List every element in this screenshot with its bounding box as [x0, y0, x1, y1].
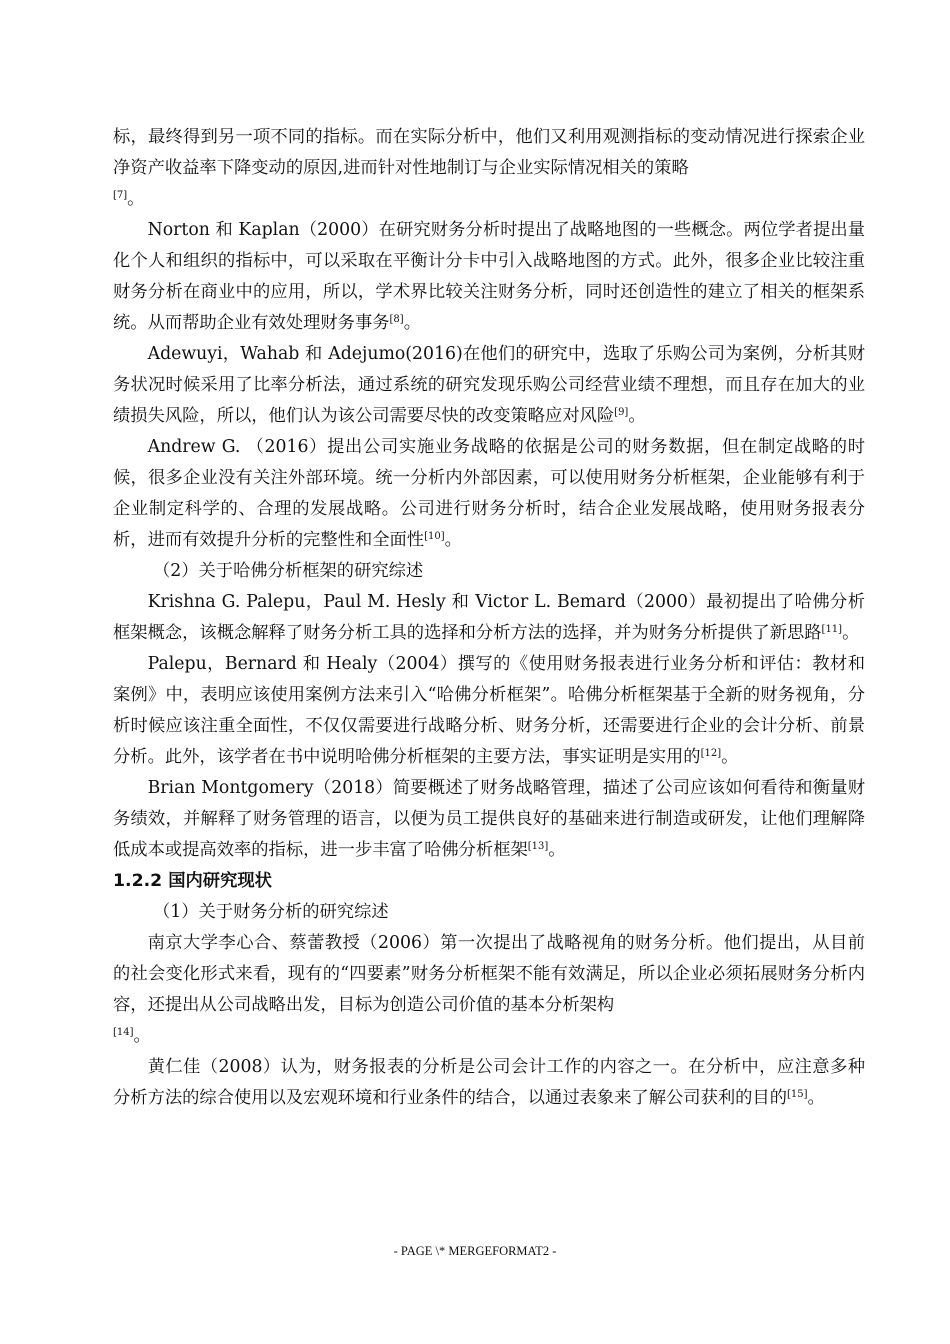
- citation: [14]: [113, 1027, 134, 1038]
- paragraph-text: 黄仁佳（2008）认为，财务报表的分析是公司会计工作的内容之一。在分析中，应注意多种分析方法的综合使用以及宏观环境和行业条件的结合，以通过表象来了解公司获利的目的: [113, 1057, 865, 1108]
- paragraph-krishna-palepu: [113, 587, 865, 649]
- citation: [15]: [786, 1089, 808, 1100]
- paragraph-text: Palepu，Bernard 和 Healy（2004）撰写的《使用财务报表进行业务分析和评估：教材和案例》中，表明应该使用案例方法来引入“哈佛分析框架”。哈佛分析框架基于全新的财务视角，分析时候应该注重全面性，不仅仅需要进行战略分析、财务分析，还需要进行企业的会计分析、前景分析。此外，该学者在书中说明哈佛分析框架的主要方法，事实证明是实用的: [113, 654, 865, 767]
- citation: [10]: [424, 531, 445, 542]
- paragraph-brian-montgomery: [113, 773, 865, 866]
- paragraph-end: 。: [842, 623, 860, 643]
- paragraph-end: 。: [127, 189, 145, 209]
- paragraph-text: Brian Montgomery（2018）简要概述了财务战略管理，描述了公司应该如何看待和衡量财务绩效，并解释了财务管理的语言，以便为员工提供良好的基础来进行制造或研发，让他们理解降低成本或提高效率的指标，进一步丰富了哈佛分析框架: [113, 778, 865, 860]
- paragraph-end: 。: [807, 1088, 825, 1108]
- paragraph-text: Andrew G. （2016）提出公司实施业务战略的依据是公司的财务数据，但在制定战略的时候，很多企业没有关注外部环境。统一分析内外部因素，可以使用财务分析框架，企业能够有利于企业制定科学的、合理的发展战略。公司进行财务分析时，结合企业发展战略，使用财务报表分析，进而有效提升分析的完整性和全面性: [113, 437, 865, 550]
- citation: [8]: [389, 314, 404, 325]
- paragraph-text: Norton 和 Kaplan（2000）在研究财务分析时提出了战略地图的一些概念。两位学者提出量化个人和组织的指标中，可以采取在平衡计分卡中引入战略地图的方式。此外，很多企业比较注重财务分析在商业中的应用，所以，学术界比较关注财务分析，同时还创造性的建立了相关的框架系统。从而帮助企业有效处理财务事务: [113, 220, 865, 333]
- paragraph-end: 。: [548, 840, 566, 860]
- citation: [12]: [700, 748, 722, 759]
- subheading-financial-analysis: （1）关于财务分析的研究综述: [153, 902, 389, 922]
- paragraph-end: 。: [403, 313, 421, 333]
- paragraph-text: 南京大学李心合、蔡蕾教授（2006）第一次提出了战略视角的财务分析。他们提出，从目前的社会变化形式来看，现有的“四要素”财务分析框架不能有效满足，所以企业必须拓展财务分析内容，还提出从公司战略出发，目标为创造公司价值的基本分析架构: [113, 933, 865, 1015]
- paragraph-end: 。: [721, 747, 739, 767]
- paragraph-text: Krishna G. Palepu，Paul M. Hesly 和 Victor L. Bemard（2000）最初提出了哈佛分析框架概念，该概念解释了财务分析工具的选择和分析方法的选择，并为财务分析提供了新思路: [113, 592, 865, 643]
- paragraph-nanjing-university: [113, 928, 865, 1052]
- paragraph-end: 。: [444, 530, 462, 550]
- paragraph-text: 标，最终得到另一项不同的指标。而在实际分析中，他们又利用观测指标的变动情况进行探索企业净资产收益率下降变动的原因,进而针对性地制订与企业实际情况相关的策略: [113, 127, 865, 178]
- paragraph-end: 。: [133, 1026, 151, 1046]
- paragraph-andrew: [113, 432, 865, 556]
- body-text: [113, 122, 865, 1114]
- paragraph-text: Adewuyi，Wahab 和 Adejumo(2016)在他们的研究中，选取了乐购公司为案例，分析其财务状况时候采用了比率分析法，通过系统的研究发现乐购公司经营业绩不理想，而且存在加大的业绩损失风险，所以，他们认为该公司需要尽快的改变策略应对风险: [113, 344, 865, 426]
- citation: [9]: [614, 407, 629, 418]
- paragraph-huang-renjia: [113, 1052, 865, 1114]
- paragraph-end: 。: [628, 406, 646, 426]
- section-heading-domestic-research: 1.2.2 国内研究现状: [113, 871, 272, 891]
- paragraph-norton-kaplan: [113, 215, 865, 339]
- paragraph-palepu-bernard-healy: [113, 649, 865, 773]
- page-footer: - PAGE \* MERGEFORMAT2 -: [393, 1244, 557, 1258]
- citation: [11]: [821, 624, 843, 635]
- subheading-harvard-framework: （2）关于哈佛分析框架的研究综述: [153, 561, 424, 581]
- citation: [13]: [527, 841, 549, 852]
- paragraph-continued: [113, 122, 865, 215]
- paragraph-adewuyi: [113, 339, 865, 432]
- citation: [7]: [113, 190, 128, 201]
